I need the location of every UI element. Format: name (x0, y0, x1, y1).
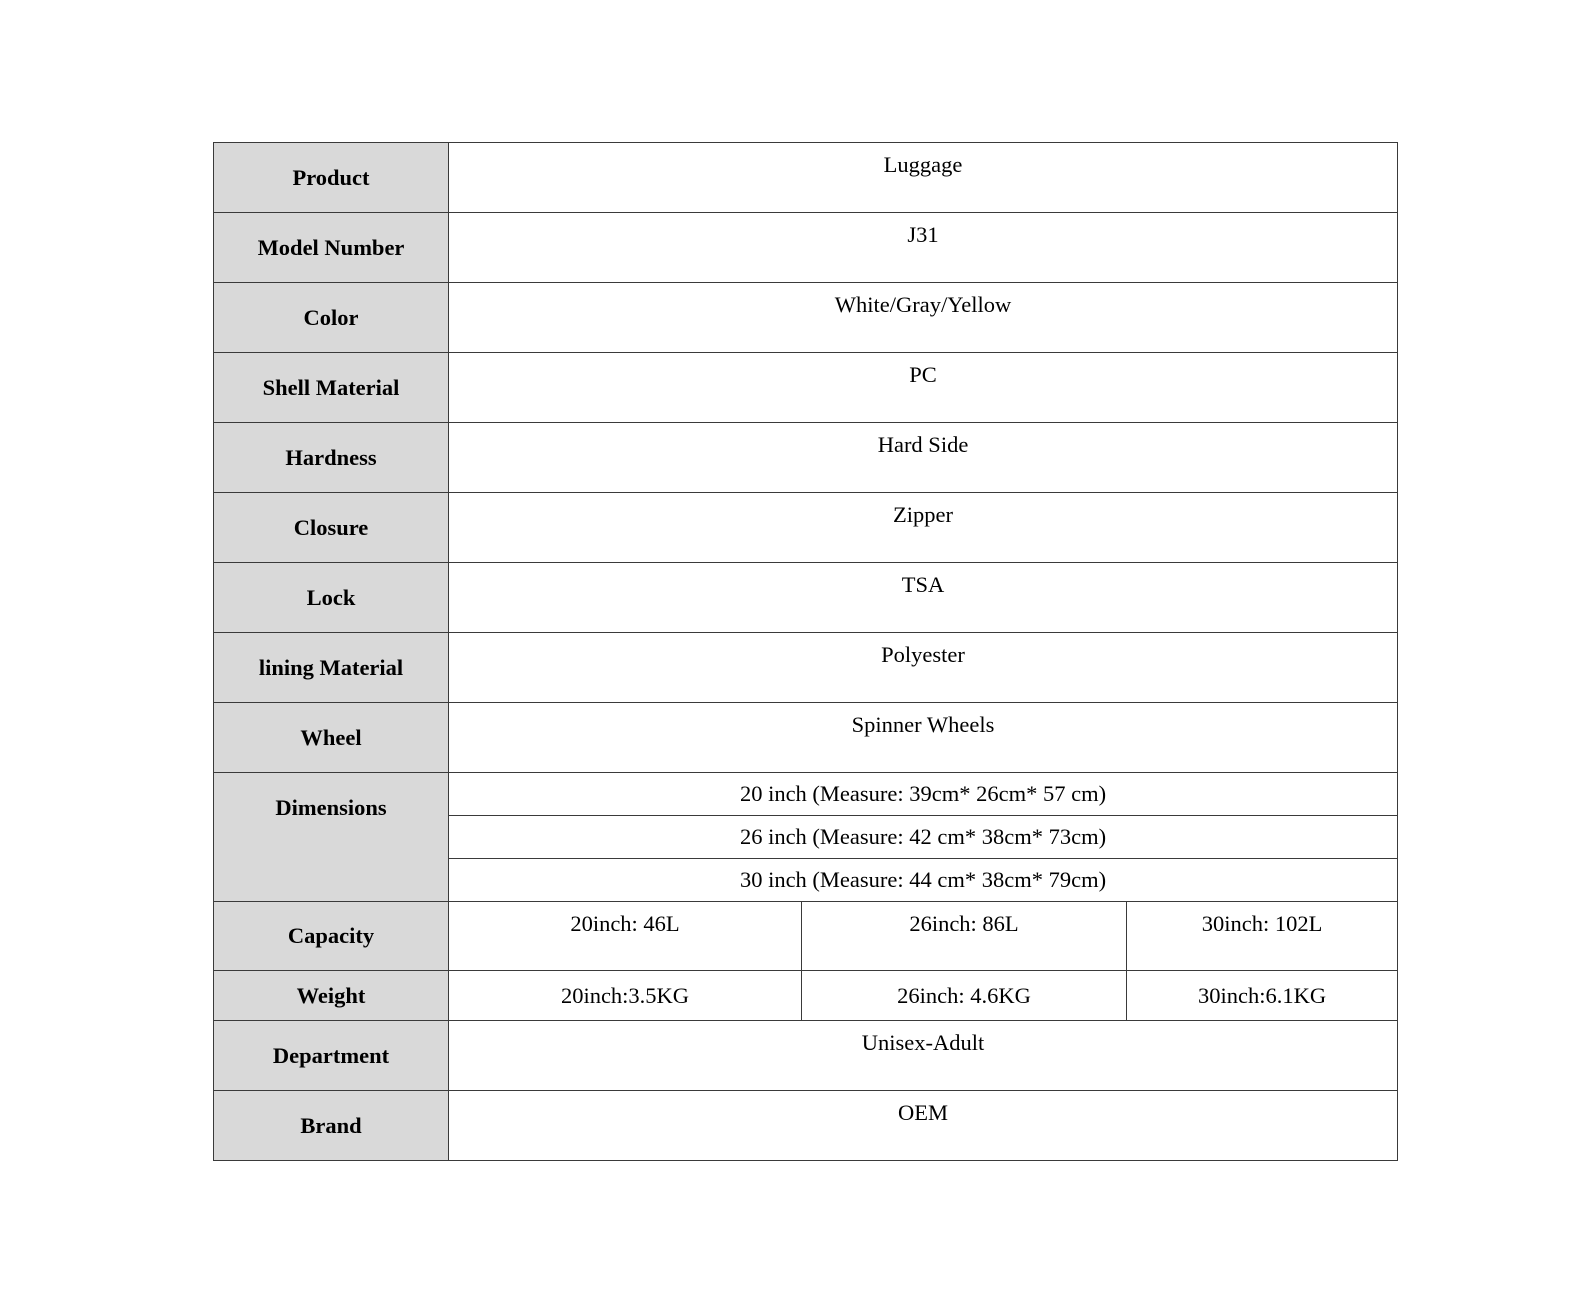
spec-label: Hardness (214, 423, 449, 493)
spec-label: Shell Material (214, 353, 449, 423)
weight-value: 20inch:3.5KG (449, 971, 802, 1021)
dimension-value: 30 inch (Measure: 44 cm* 38cm* 79cm) (449, 859, 1398, 902)
spec-value: Unisex-Adult (449, 1021, 1398, 1091)
capacity-value: 26inch: 86L (802, 902, 1127, 971)
spec-value: Spinner Wheels (449, 703, 1398, 773)
weight-value: 30inch:6.1KG (1127, 971, 1398, 1021)
spec-row-hardness (214, 423, 1398, 493)
spec-row-weight (214, 971, 1398, 1021)
spec-row-brand (214, 1091, 1398, 1161)
spec-value: Hard Side (449, 423, 1398, 493)
spec-row-wheel (214, 703, 1398, 773)
spec-label: Capacity (214, 902, 449, 971)
spec-table (213, 142, 1398, 1161)
spec-label: Brand (214, 1091, 449, 1161)
spec-row-closure (214, 493, 1398, 563)
capacity-value: 20inch: 46L (449, 902, 802, 971)
spec-label: Model Number (214, 213, 449, 283)
spec-row-lock (214, 563, 1398, 633)
spec-label: Department (214, 1021, 449, 1091)
spec-value: J31 (449, 213, 1398, 283)
spec-label: Closure (214, 493, 449, 563)
spec-value: White/Gray/Yellow (449, 283, 1398, 353)
spec-row-shell-material (214, 353, 1398, 423)
dimension-value: 26 inch (Measure: 42 cm* 38cm* 73cm) (449, 816, 1398, 859)
dimension-value: 20 inch (Measure: 39cm* 26cm* 57 cm) (449, 773, 1398, 816)
spec-value: PC (449, 353, 1398, 423)
weight-value: 26inch: 4.6KG (802, 971, 1127, 1021)
spec-value: OEM (449, 1091, 1398, 1161)
spec-row-color (214, 283, 1398, 353)
spec-value: TSA (449, 563, 1398, 633)
spec-label: Wheel (214, 703, 449, 773)
spec-label: Weight (214, 971, 449, 1021)
spec-value: Polyester (449, 633, 1398, 703)
spec-label: Lock (214, 563, 449, 633)
spec-label: Product (214, 143, 449, 213)
spec-row-model-number (214, 213, 1398, 283)
spec-label: lining Material (214, 633, 449, 703)
spec-row-lining-material (214, 633, 1398, 703)
capacity-value: 30inch: 102L (1127, 902, 1398, 971)
spec-label: Dimensions (214, 773, 449, 902)
spec-row-dimensions (214, 773, 1398, 816)
spec-row-product (214, 143, 1398, 213)
spec-label: Color (214, 283, 449, 353)
spec-row-department (214, 1021, 1398, 1091)
spec-value: Luggage (449, 143, 1398, 213)
spec-row-capacity (214, 902, 1398, 971)
spec-value: Zipper (449, 493, 1398, 563)
